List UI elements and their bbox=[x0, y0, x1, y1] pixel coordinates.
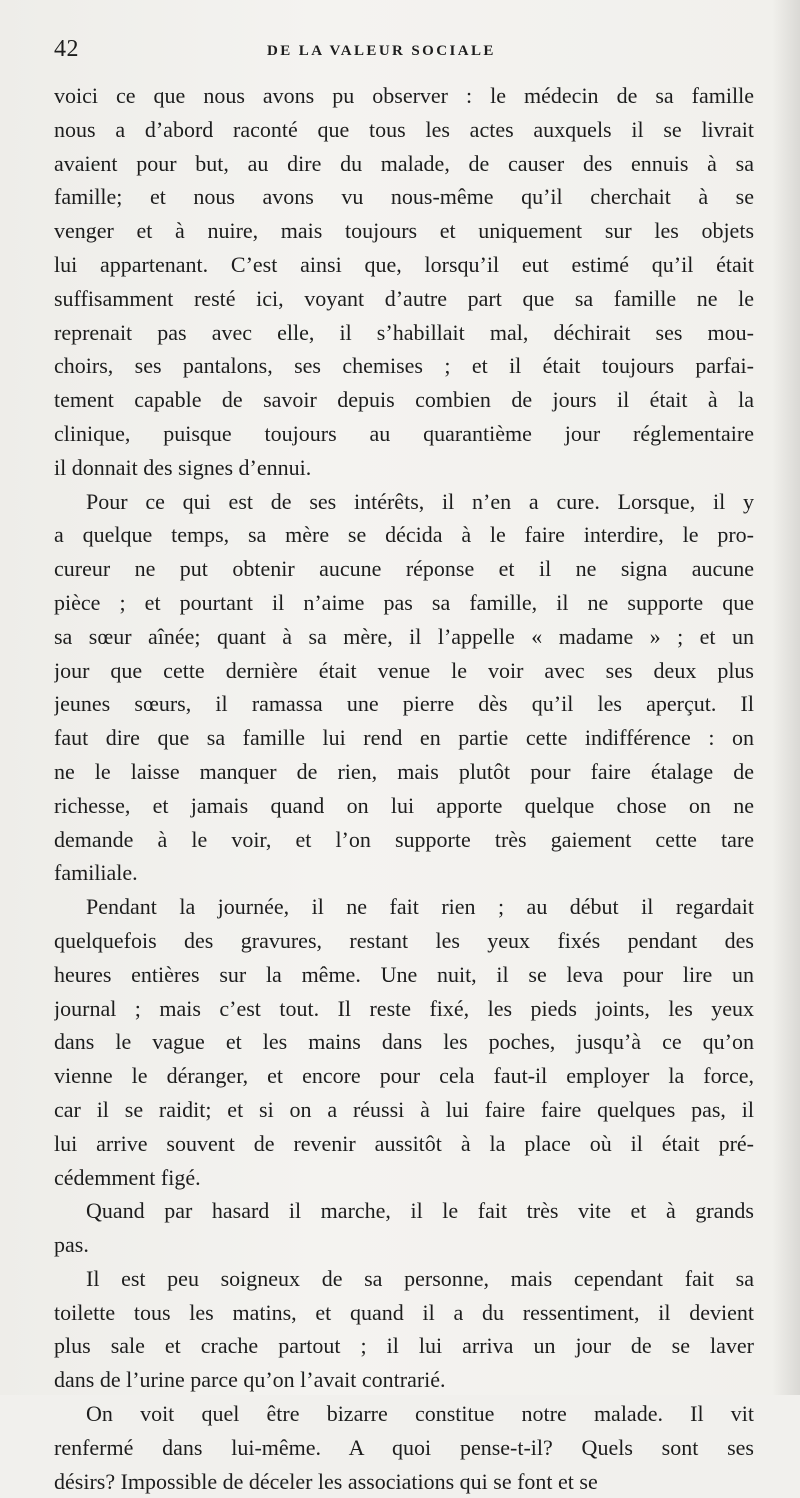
text-line: journal ; mais c’est tout. Il reste fixé, les pieds joints, les yeux bbox=[54, 995, 754, 1021]
paragraph bbox=[54, 1262, 754, 1397]
text-line: pièce ; et pourtant il n’aime pas sa famille, il ne supporte que bbox=[54, 589, 754, 615]
text-line: jeunes sœurs, il ramassa une pierre dès qu’il les aperçut. Il bbox=[54, 691, 754, 717]
text-line: faut dire que sa famille lui rend en partie cette indifférence : on bbox=[54, 725, 754, 751]
text-line: choirs, ses pantalons, ses chemises ; et il était toujours parfai- bbox=[54, 353, 754, 379]
page-number: 42 bbox=[54, 36, 79, 62]
text-line: reprenait pas avec elle, il s’habillait mal, déchirait ses mou- bbox=[54, 319, 754, 345]
paragraph bbox=[54, 1397, 754, 1498]
paragraph bbox=[54, 890, 754, 1194]
text-line: avaient pour but, au dire du malade, de causer des ennuis à sa bbox=[54, 150, 754, 176]
text-line: suffisamment resté ici, voyant d’autre part que sa famille ne le bbox=[54, 285, 754, 311]
text-line: dans de l’urine parce qu’on l’avait contrarié. bbox=[54, 1367, 446, 1393]
page-header bbox=[54, 34, 754, 66]
text-line: toilette tous les matins, et quand il a du ressentiment, il devient bbox=[54, 1299, 754, 1325]
text-line: cédemment figé. bbox=[54, 1164, 201, 1190]
text-line: lui appartenant. C’est ainsi que, lorsqu’il eut estimé qu’il était bbox=[54, 251, 754, 277]
text-line: voici ce que nous avons pu observer : le médecin de sa famille bbox=[54, 83, 754, 108]
text-line: lui arrive souvent de revenir aussitôt à la place où il était pré- bbox=[54, 1130, 754, 1156]
text-line: jour que cette dernière était venue le voir avec ses deux plus bbox=[54, 657, 754, 683]
text-line: ne le laisse manquer de rien, mais plutôt pour faire étalage de bbox=[54, 758, 754, 784]
running-title: DE LA VALEUR SOCIALE bbox=[267, 43, 496, 59]
text-line: famille; et nous avons vu nous-même qu’il cherchait à se bbox=[54, 184, 754, 210]
text-line: On voit quel être bizarre constitue notre malade. Il vit bbox=[86, 1401, 754, 1427]
text-line: nous a d’abord raconté que tous les actes auxquels il se livrait bbox=[54, 116, 754, 142]
text-line: renfermé dans lui-même. A quoi pense-t-il? Quels sont ses bbox=[54, 1434, 754, 1460]
text-line: demande à le voir, et l’on supporte très gaiement cette tare bbox=[54, 826, 754, 852]
text-line: quelquefois des gravures, restant les yeux fixés pendant des bbox=[54, 927, 754, 953]
text-line: venger et à nuire, mais toujours et uniquement sur les objets bbox=[54, 218, 754, 244]
page-edge-shadow bbox=[772, 0, 800, 1395]
paragraph bbox=[54, 1194, 754, 1262]
text-line: familiale. bbox=[54, 860, 138, 886]
text-line: cureur ne put obtenir aucune réponse et il ne signa aucune bbox=[54, 556, 754, 582]
text-line: sa sœur aînée; quant à sa mère, il l’appelle « madame » ; et un bbox=[54, 623, 754, 649]
text-line: Pour ce qui est de ses intérêts, il n’en a cure. Lorsque, il y bbox=[86, 488, 754, 514]
text-line: heures entières sur la même. Une nuit, il se leva pour lire un bbox=[54, 961, 754, 987]
text-line: Pendant la journée, il ne fait rien ; au début il regardait bbox=[86, 894, 754, 920]
text-line: Quand par hasard il marche, il le fait très vite et à grands bbox=[86, 1198, 754, 1224]
text-line: pas. bbox=[54, 1232, 89, 1258]
text-line: désirs? Impossible de déceler les associations qui se font et se bbox=[54, 1468, 598, 1494]
body-text bbox=[54, 79, 754, 1498]
text-line: clinique, puisque toujours au quarantième jour réglementaire bbox=[54, 420, 754, 446]
paragraph bbox=[54, 79, 754, 485]
text-line: tement capable de savoir depuis combien de jours il était à la bbox=[54, 387, 754, 413]
text-line: vienne le déranger, et encore pour cela faut-il employer la force, bbox=[54, 1063, 754, 1089]
text-line: il donnait des signes d’ennui. bbox=[54, 454, 312, 480]
text-line: plus sale et crache partout ; il lui arriva un jour de se laver bbox=[54, 1333, 754, 1359]
text-line: richesse, et jamais quand on lui apporte quelque chose on ne bbox=[54, 792, 754, 818]
text-line: a quelque temps, sa mère se décida à le faire interdire, le pro- bbox=[54, 522, 754, 548]
text-line: Il est peu soigneux de sa personne, mais cependant fait sa bbox=[86, 1265, 754, 1291]
text-line: dans le vague et les mains dans les poches, jusqu’à ce qu’on bbox=[54, 1029, 754, 1055]
paragraph bbox=[54, 485, 754, 891]
text-line: car il se raidit; et si on a réussi à lui faire faire quelques pas, il bbox=[54, 1096, 754, 1122]
